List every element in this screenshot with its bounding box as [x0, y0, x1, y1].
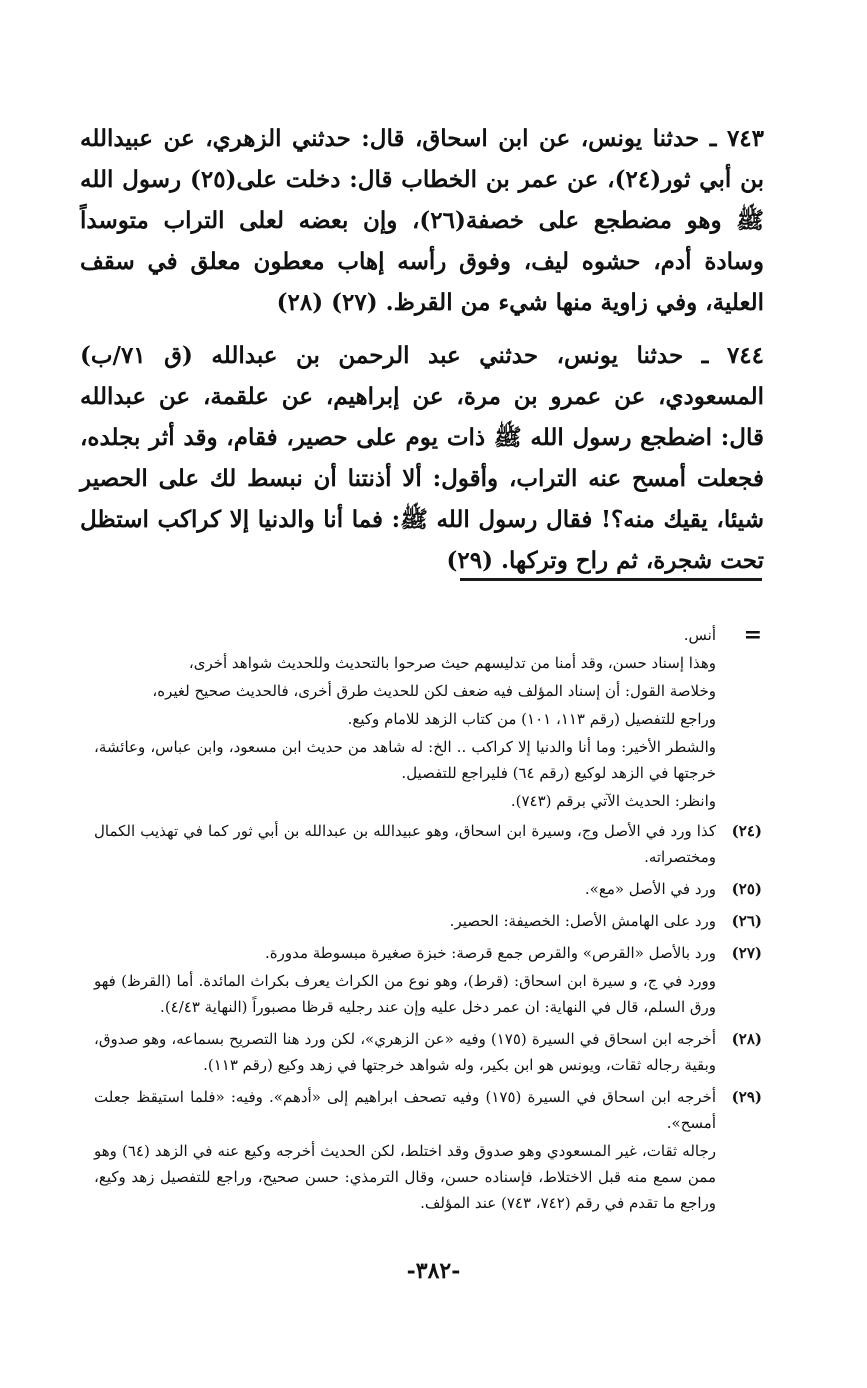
footnote-number: (٢٨): [731, 1030, 762, 1048]
footnote-number: (٢٥): [731, 880, 762, 898]
hadith-743: ٧٤٣ ـ حدثنا يونس، عن ابن اسحاق، قال: حدثني الزهري، عن عبيدالله بن أبي ثور(٢٤)، عن عمر بن الخطاب قال: دخلت على(٢٥) رسول الله ﷺ وهو مضطجع على خصفة(٢٦)، وإن بعضه لعلى التراب متوسداً وسادة أدم، حشوه ليف، وفوق رأسه إهاب معطون معلق في سقف العلية، وفي زاوية منها شيء من القرظ. (٢٧) (٢٨): [80, 125, 764, 316]
footnote-body: [94, 940, 716, 1022]
hadith-744: ٧٤٤ ـ حدثنا يونس، حدثني عبد الرحمن بن عبدالله (ق ٧١/ب) المسعودي، عن عمرو بن مرة، عن إبراهيم، عن علقمة، عن عبدالله قال: اضطجع رسول الله ﷺ ذات يوم على حصير، فقام، وقد أثر بجلده، فجعلت أمسح عنه التراب، وأقول: ألا أذنتنا أن نبسط لك على الحصير شيئا، يقيك منه؟! فقال رسول الله ﷺ: فما أنا والدنيا إلا كراكب استظل تحت شجرة، ثم راح وتركها. (٢٩): [80, 342, 764, 574]
footnote-continuation: [94, 622, 762, 814]
footnote-text: ورد في الأصل «مع».: [584, 880, 716, 898]
footnote-26: [94, 908, 762, 936]
footnote-28: [94, 1026, 762, 1080]
footnote-text: ورد بالأصل «القرص» والقرص جمع قرصة: خبزة صغيرة مبسوطة مدورة.: [264, 944, 716, 962]
footnote-continuation-line: أنس.: [683, 626, 716, 644]
footnote-24: [94, 818, 762, 872]
footnote-continuation-line: والشطر الأخير: وما أنا والدنيا إلا كراكب .. الخ: له شاهد من حديث ابن مسعود، وابن عباس، وعائشة، خرجتها في الزهد لوكيع (رقم ٦٤) فليراجع للتفصيل.: [94, 738, 716, 782]
footnote-text: رجاله ثقات، غير المسعودي وهو صدوق وقد اختلط، لكن الحديث أخرجه وكيع عنه في الزهد (٦٤) وهو ممن سمع منه قبل الاختلاط، فإسناده حسن، وقال الترمذي: حسن صحيح، وراجع للتفصيل زهد وكيع، وراجع ما تقدم في رقم (٧٤٢، ٧٤٣) عند المؤلف.: [94, 1142, 716, 1212]
footnote-text: ورد على الهامش الأصل: الخصيفة: الحصير.: [449, 912, 716, 930]
footnote-number: (٢٧): [731, 944, 762, 962]
continuation-mark: =: [743, 622, 762, 648]
footnote-divider: [460, 578, 762, 581]
footnote-text: أخرجه ابن اسحاق في السيرة (١٧٥) وفيه تصحف ابراهيم إلى «أدهم». وفيه: «فلما استيقظ جعلت أمسح».: [94, 1088, 716, 1132]
footnote-29: [94, 1084, 762, 1218]
page-number: -٣٨٢-: [406, 1258, 461, 1284]
footnote-text: وورد في ج، و سيرة ابن اسحاق: (قرط)، وهو نوع من الكراث يعرف بكراث المائدة. أما (القرظ) فهو ورق السلم، قال في النهاية: ان عمر دخل عليه وإن عند رجليه قرظا مصبوراً (النهاية ٤/٤٣).: [94, 972, 716, 1016]
footnote-body: [94, 876, 716, 904]
footnote-body: [94, 1084, 716, 1218]
footnote-body: [94, 1026, 716, 1080]
footnote-number: (٢٦): [731, 912, 762, 930]
footnote-continuation-line: وراجع للتفصيل (رقم ١١٣، ١٠١) من كتاب الزهد للامام وكيع.: [347, 710, 716, 728]
footnote-text: كذا ورد في الأصل وج، وسيرة ابن اسحاق، وهو عبيدالله بن عبدالله بن أبي ثور كما في تهذيب الكمال ومختصراته.: [94, 822, 716, 866]
footnotes: [94, 622, 762, 1218]
footnote-27: [94, 940, 762, 1022]
footnote-number: (٢٩): [731, 1088, 762, 1106]
footnote-continuation-line: وخلاصة القول: أن إسناد المؤلف فيه ضعف لكن للحديث طرق أخرى، فالحديث صحيح لغيره،: [152, 682, 716, 700]
footnote-continuation-line: وهذا إسناد حسن، وقد أمنا من تدليسهم حيث صرحوا بالتحديث وللحديث شواهد أخرى،: [188, 654, 716, 672]
footnote-number: (٢٤): [731, 822, 762, 840]
main-text: [80, 118, 764, 581]
footnote-continuation-line: وانظر: الحديث الآتي برقم (٧٤٣).: [510, 792, 716, 810]
footnote-25: [94, 876, 762, 904]
footnote-body: [94, 818, 716, 872]
footnote-body: [94, 908, 716, 936]
footnote-text: أخرجه ابن اسحاق في السيرة (١٧٥) وفيه «عن الزهري»، لكن ورد هنا التصريح بسماعه، وهو صدوق، وبقية رجاله ثقات، ويونس هو ابن بكير، وله شواهد خرجتها في زهد وكيع (رقم ١١٣).: [94, 1030, 716, 1074]
